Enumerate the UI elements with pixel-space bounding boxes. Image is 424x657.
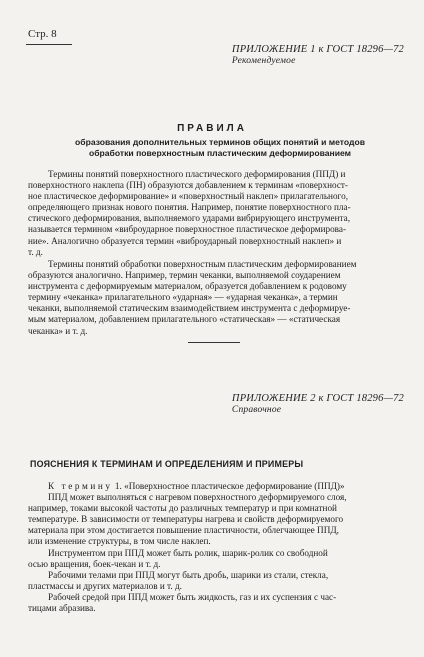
rules-subtitle-line-2: обработки поверхностным пластическим деформированием [88,147,352,158]
text-line: чеканки, выполняемой статическим взаимодействием инструмента с деформируе- [28,303,351,314]
rules-subtitle-line-1: образования дополнительных терминов общих понятий и методов [75,137,365,147]
text-line: Рабочими телами при ППД могут быть дробь, шарики из стали, стекла, [48,569,329,580]
text-line: пластмассы и других материалов и т. д. [28,580,182,591]
explanations-heading: ПОЯСНЕНИЯ К ТЕРМИНАМ И ОПРЕДЕЛЕНИЯМ И ПРИМЕРЫ [30,459,304,469]
appendix-2-status: Справочное [231,405,282,415]
rules-paragraph-2 [28,259,404,337]
appendix-1-header [232,44,404,66]
text-line: ное пластическое деформирование» и «поверхностный наклеп» прилагательного, [28,191,348,202]
text-line: чеканка» и т. д. [28,325,88,336]
text-line: ППД может выполняться с нагревом поверхностного деформируемого слоя, [48,492,347,503]
rules-title: ПРАВИЛА [177,123,247,134]
text-line: стического деформирования, выполняемого ударами вибрирующего инструмента, [28,213,351,224]
appendix-2-title: ПРИЛОЖЕНИЕ 2 к ГОСТ 18296—72 [231,393,404,404]
appendix-2-header [232,393,404,415]
term-1-explanation [28,481,404,614]
text-line: инструмента с деформируемым материалом, образуется добавлением к родовому [28,281,347,292]
text-line: материала при этом достигается повышение пластичности, облегчающее ППД, [28,525,339,536]
text-line: Инструментом при ППД может быть ролик, шарик-ролик со свободной [48,547,328,558]
term-heading [28,481,404,492]
text-line: образуются аналогично. Например, термин чеканки, выполняемой соударением [28,270,341,281]
text-line: мым материалом, добавлением прилагательного «статическая» — «статическая [28,314,341,325]
text-line: Термины понятий обработки поверхностным пластическим деформированием [48,259,357,269]
appendix-1-title: ПРИЛОЖЕНИЕ 1 к ГОСТ 18296—72 [231,44,404,55]
text-line: Рабочей средой при ППД может быть жидкость, газ и их суспензия с час- [48,591,337,602]
text-line: поверхностного наклепа (ПН) образуются добавлением к терминам «поверхност- [28,180,348,191]
text-line: т. д. [28,246,43,257]
text-line: тицами абразива. [28,603,96,614]
appendix-1-status: Рекомендуемое [231,56,296,66]
text-line: ние». Аналогично образуется термин «виброударный поверхностный наклеп» и [28,235,342,246]
text-line: определяющего признак нового понятия. Например, понятие поверхностного пла- [28,202,351,213]
text-line: термину «чеканка» прилагательного «ударная» — «ударная чеканка», а термин [28,292,338,303]
text-line: называется термином «виброударное поверхностное пластическое деформирова- [28,224,347,235]
rules-paragraph-1 [28,169,404,258]
term-prefix: К термину [48,481,113,491]
page-number: Стр. 8 [28,28,57,40]
text-line: Термины понятий поверхностного пластического деформирования (ППД) и [48,169,346,179]
text-line: температуре. В зависимости от температуры нагрева и свойств деформируемого [28,514,344,525]
section-divider [188,342,240,343]
page-number-underline [26,44,72,45]
rules-subtitle [40,137,400,158]
text-line: или изменение структуры, в том числе наклеп. [28,536,211,547]
text-line: осью вращения, боек-чекан и т. д. [28,558,161,569]
text-line: например, токами высокой частоты до различных температур и при комнатной [28,503,337,514]
term-name: 1. «Поверхностное пластическое деформирование (ППД)» [112,481,345,491]
